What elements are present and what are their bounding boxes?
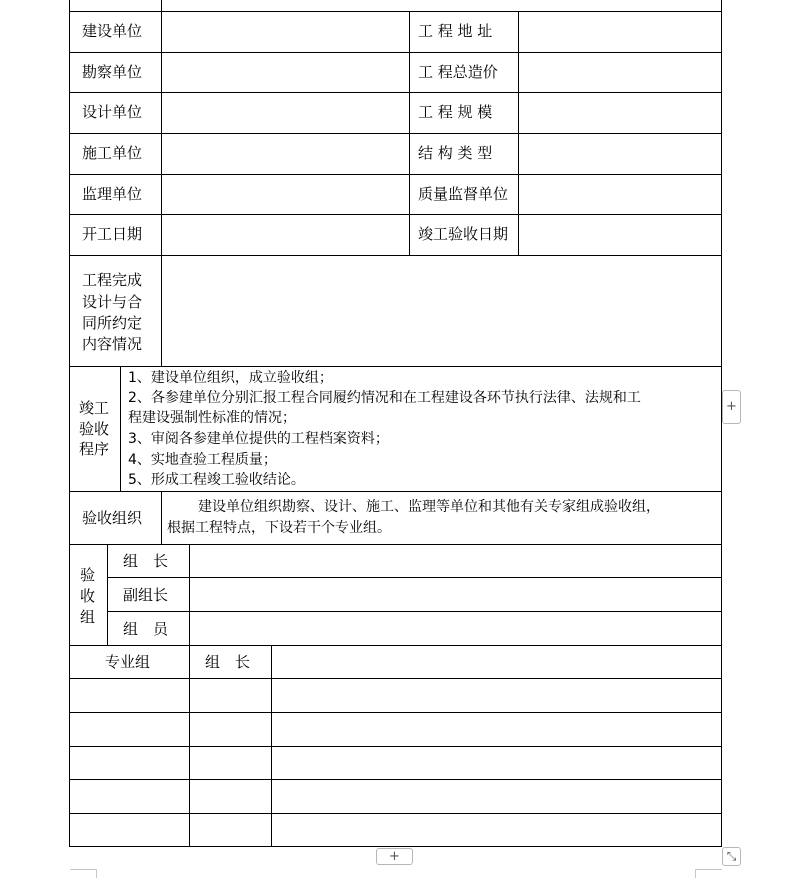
table-divider xyxy=(161,491,162,544)
table-divider xyxy=(120,366,121,491)
completion-label-line: 设计与合 xyxy=(82,293,143,311)
completion-label-line: 同所约定 xyxy=(82,314,143,332)
quality-supervision-field[interactable] xyxy=(519,175,721,214)
group-label-line: 收 xyxy=(80,587,96,605)
procedure-label-line: 程序 xyxy=(79,440,110,458)
survey-unit-field[interactable] xyxy=(162,53,409,92)
procedure-label-line: 验收 xyxy=(79,420,110,438)
table-divider xyxy=(69,678,722,679)
table-divider xyxy=(107,544,108,645)
table-divider xyxy=(69,491,722,492)
start-date-label: 开工日期 xyxy=(82,225,143,243)
table-divider xyxy=(69,779,722,780)
group-leader-label: 组 长 xyxy=(123,552,169,570)
table-border-right xyxy=(721,0,722,847)
add-row-button[interactable] xyxy=(376,848,413,865)
construction-unit-label: 建设单位 xyxy=(82,22,143,40)
procedure-step: 1、建设单位组织，成立验收组； xyxy=(128,370,333,386)
project-scale-label: 工 程 规 模 xyxy=(418,103,493,121)
table-border-bottom xyxy=(69,846,722,847)
procedure-step: 程建设强制性标准的情况； xyxy=(128,410,296,426)
organization-label: 验收组织 xyxy=(82,509,143,527)
structure-type-label: 结 构 类 型 xyxy=(418,144,493,162)
plus-icon: + xyxy=(726,399,737,414)
construction-company-field[interactable] xyxy=(162,134,409,174)
deputy-leader-field[interactable] xyxy=(190,578,721,611)
group-member-field[interactable] xyxy=(190,612,721,645)
resize-icon: ⤡ xyxy=(726,849,737,863)
table-divider xyxy=(271,645,272,847)
table-divider xyxy=(69,746,722,747)
project-address-field[interactable] xyxy=(519,12,721,52)
completion-date-label: 竣工验收日期 xyxy=(418,225,509,243)
supervision-unit-field[interactable] xyxy=(162,175,409,214)
construction-company-label: 施工单位 xyxy=(82,144,143,162)
table-divider xyxy=(189,645,190,847)
procedure-label-line: 竣工 xyxy=(79,399,110,417)
completion-date-field[interactable] xyxy=(519,215,721,255)
construction-unit-field[interactable] xyxy=(162,12,409,52)
group-leader-field[interactable] xyxy=(190,545,721,577)
project-scale-field[interactable] xyxy=(519,93,721,133)
start-date-field[interactable] xyxy=(162,215,409,255)
add-column-button[interactable] xyxy=(722,390,741,424)
table-border-left xyxy=(69,0,70,847)
organization-text-line: 建设单位组织勘察、设计、施工、监理等单位和其他有关专家组成验收组， xyxy=(198,499,660,515)
table-divider xyxy=(69,813,722,814)
resize-table-button[interactable] xyxy=(722,847,741,866)
group-label-line: 组 xyxy=(80,608,96,626)
structure-type-field[interactable] xyxy=(519,134,721,174)
group-member-label: 组 员 xyxy=(123,620,169,638)
group-label-line: 验 xyxy=(80,566,96,584)
page-corner-mark xyxy=(695,869,722,870)
total-cost-label: 工 程总造价 xyxy=(418,63,498,81)
quality-supervision-label: 质量监督单位 xyxy=(418,185,509,203)
procedure-step: 4、实地查验工程质量； xyxy=(128,452,277,468)
procedure-step: 5、形成工程竣工验收结论。 xyxy=(128,472,305,488)
completion-label-line: 工程完成 xyxy=(82,271,143,289)
page-corner-mark xyxy=(96,869,97,878)
supervision-unit-label: 监理单位 xyxy=(82,185,143,203)
table-divider xyxy=(161,0,162,11)
table-divider xyxy=(409,11,410,255)
table-divider xyxy=(69,366,722,367)
total-cost-field[interactable] xyxy=(519,53,721,92)
organization-text-line: 根据工程特点，下设若干个专业组。 xyxy=(167,520,391,536)
procedure-step: 3、审阅各参建单位提供的工程档案资料； xyxy=(128,431,389,447)
specialty-leader-header: 组 长 xyxy=(205,653,251,671)
specialty-group-header: 专业组 xyxy=(105,653,151,671)
procedure-step: 2、各参建单位分别汇报工程合同履约情况和在工程建设各环节执行法律、法规和工 xyxy=(128,390,641,406)
table-divider xyxy=(69,645,722,646)
survey-unit-label: 勘察单位 xyxy=(82,63,143,81)
page-corner-mark xyxy=(695,869,696,878)
design-unit-field[interactable] xyxy=(162,93,409,133)
design-unit-label: 设计单位 xyxy=(82,103,143,121)
plus-icon: + xyxy=(389,849,400,864)
deputy-leader-label: 副组长 xyxy=(123,586,169,604)
table-divider xyxy=(69,712,722,713)
completion-content-field[interactable] xyxy=(162,256,721,366)
project-address-label: 工 程 地 址 xyxy=(418,22,493,40)
completion-label-line: 内容情况 xyxy=(82,335,143,353)
page-corner-mark xyxy=(70,869,97,870)
